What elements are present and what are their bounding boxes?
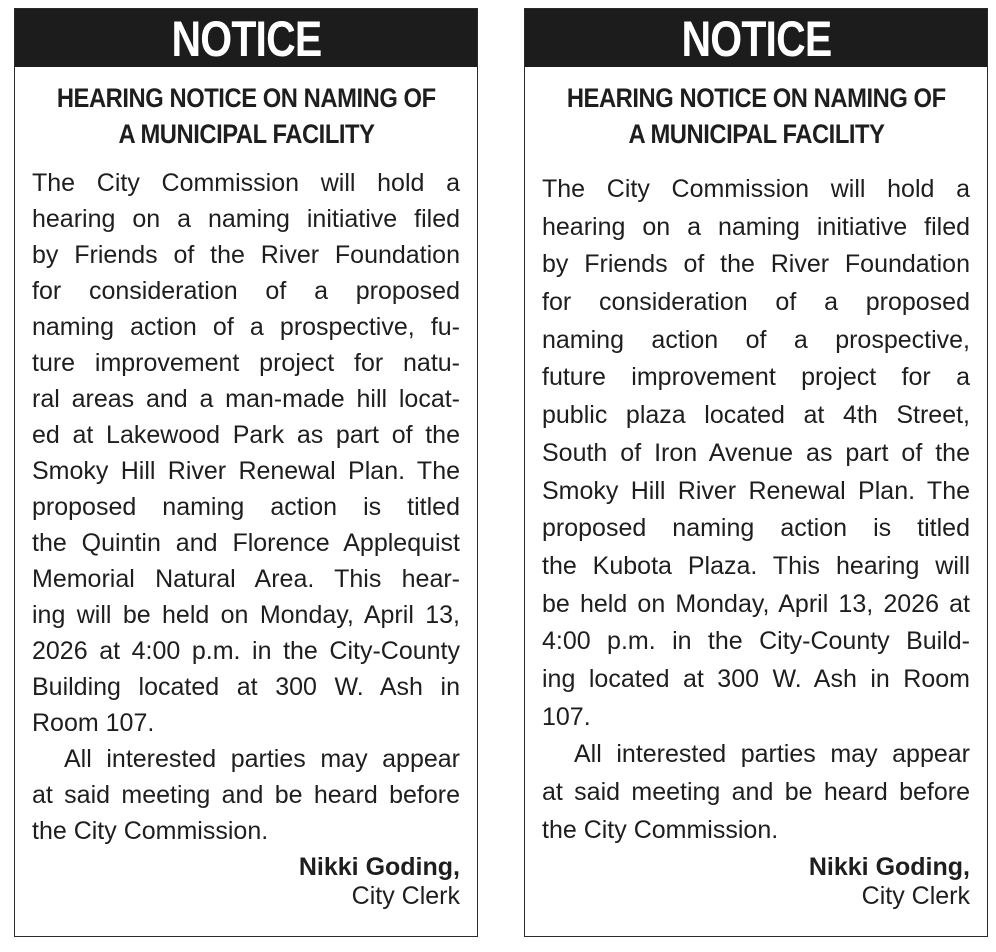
- notice-title: [15, 80, 477, 152]
- title-line: A MUNICIPAL FACILITY: [117, 119, 375, 149]
- signature-name: Nikki Goding,: [808, 853, 970, 882]
- body-line: for consideration of a proposed: [32, 277, 460, 305]
- body-line: 2026 at 4:00 p.m. in the City-County: [32, 637, 460, 665]
- body-line: the City Commission.: [32, 817, 269, 845]
- body-line: at said meeting and be heard before: [542, 778, 970, 806]
- body-line: hearing on a naming initiative filed: [32, 205, 460, 233]
- notice-banner: [15, 9, 477, 67]
- body-line: The City Commission will hold a: [32, 169, 460, 197]
- body-line: be held on Monday, April 13, 2026 at: [542, 589, 970, 618]
- body-line: South of Iron Avenue as part of the: [542, 438, 970, 467]
- body-line: Smoky Hill River Renewal Plan. The: [32, 457, 460, 485]
- notice-right: [524, 8, 988, 937]
- body-line: ture improvement project for natu-: [32, 349, 460, 377]
- banner-text: NOTICE: [681, 11, 831, 67]
- signature: [542, 853, 970, 911]
- body-line: the City Commission.: [542, 815, 779, 844]
- body-line: by Friends of the River Foundation: [32, 241, 460, 269]
- signature-title: City Clerk: [351, 882, 460, 910]
- notice-body: [32, 169, 460, 911]
- body-line: by Friends of the River Foundation: [542, 250, 970, 279]
- body-line: Memorial Natural Area. This hear-: [32, 565, 460, 593]
- body-line: the Kubota Plaza. This hearing will: [542, 551, 970, 580]
- body-line: All interested parties may appear: [574, 740, 970, 769]
- notice-title: [525, 80, 987, 152]
- body-line: ral areas and a man-made hill locat-: [32, 385, 460, 413]
- body-line: Smoky Hill River Renewal Plan. The: [542, 476, 970, 505]
- title-line: HEARING NOTICE ON NAMING OF: [566, 83, 946, 113]
- notice-body: [542, 175, 970, 911]
- title-line: A MUNICIPAL FACILITY: [627, 119, 885, 149]
- body-line: ing will be held on Monday, April 13,: [32, 601, 460, 629]
- body-line: proposed naming action is titled: [542, 514, 970, 543]
- body-line: hearing on a naming initiative filed: [542, 212, 970, 241]
- title-line: HEARING NOTICE ON NAMING OF: [56, 83, 436, 113]
- body-line: The City Commission will hold a: [542, 175, 970, 203]
- body-line: Building located at 300 W. Ash in: [32, 673, 460, 701]
- body-line: for consideration of a proposed: [542, 288, 970, 317]
- notice-left: [14, 8, 478, 937]
- body-line: public plaza located at 4th Street,: [542, 401, 970, 430]
- body-line: ed at Lakewood Park as part of the: [32, 421, 460, 449]
- body-line: naming action of a prospective,: [542, 325, 970, 354]
- banner-text: NOTICE: [171, 11, 321, 67]
- body-line: proposed naming action is titled: [32, 493, 460, 521]
- body-line: naming action of a prospective, fu-: [32, 313, 460, 341]
- signature-name: Nikki Goding,: [298, 853, 460, 881]
- body-line: Room 107.: [32, 709, 155, 737]
- body-line: ing located at 300 W. Ash in Room: [542, 664, 970, 693]
- notice-banner: [525, 9, 987, 67]
- body-line: at said meeting and be heard before: [32, 781, 460, 809]
- body-line: future improvement project for a: [542, 363, 970, 392]
- body-line: the Quintin and Florence Applequist: [32, 529, 460, 557]
- signature: [32, 853, 460, 911]
- body-line: All interested parties may appear: [64, 745, 460, 773]
- signature-title: City Clerk: [861, 882, 970, 911]
- body-line: 4:00 p.m. in the City-County Build-: [542, 627, 970, 656]
- body-line: 107.: [542, 702, 591, 731]
